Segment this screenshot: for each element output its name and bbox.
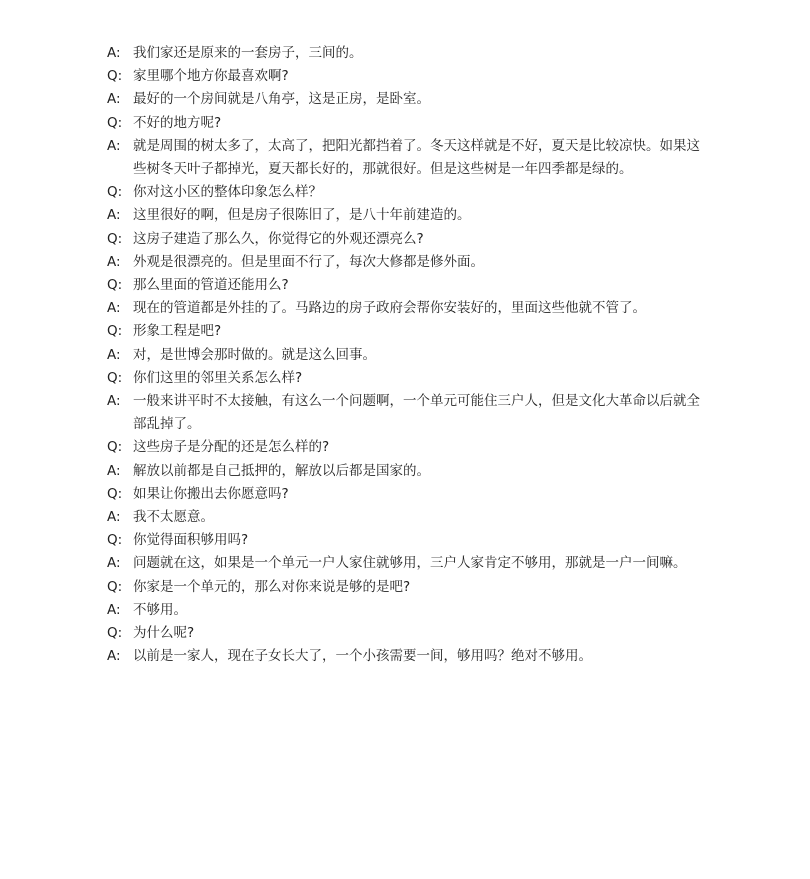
question-text: 如果让你搬出去你愿意吗? bbox=[133, 485, 289, 502]
answer-text: 现在的管道都是外挂的了。马路边的房子政府会帮你安装好的，里面这些他就不管了。 bbox=[133, 300, 646, 317]
speaker-label: A: bbox=[107, 601, 121, 618]
question-text: 你家是一个单元的，那么对你来说是够的是吧? bbox=[133, 578, 411, 595]
speaker-label: A: bbox=[107, 207, 121, 224]
answer-text: 这里很好的啊，但是房子很陈旧了，是八十年前建造的。 bbox=[133, 207, 471, 224]
question-line bbox=[107, 274, 707, 297]
speaker-label: Q: bbox=[107, 277, 123, 294]
question-text: 你们这里的邻里关系怎么样? bbox=[133, 369, 303, 386]
speaker-label: A: bbox=[107, 300, 121, 317]
question-text: 不好的地方呢? bbox=[133, 114, 222, 131]
question-text: 为什么呢? bbox=[133, 625, 195, 642]
answer-text: 解放以前都是自己抵押的，解放以后都是国家的。 bbox=[133, 462, 430, 479]
speaker-label: Q: bbox=[107, 184, 123, 201]
speaker-label: A: bbox=[107, 509, 121, 526]
question-line bbox=[107, 529, 707, 552]
answer-text: 就是周围的树太多了，太高了，把阳光都挡着了。冬天这样就是不好，夏天是比较凉快。如果这些树冬天叶子都掉光，夏天都长好的，那就很好。但是这些树是一年四季都是绿的。 bbox=[133, 137, 700, 178]
answer-line bbox=[107, 506, 707, 529]
answer-text: 一般来讲平时不太接触，有这么一个问题啊，一个单元可能住三户人，但是文化大革命以后就全部乱掉了。 bbox=[133, 393, 700, 433]
question-text: 你觉得面积够用吗? bbox=[133, 532, 249, 549]
question-text: 这些房子是分配的还是怎么样的? bbox=[133, 439, 330, 456]
question-line bbox=[107, 65, 707, 88]
answer-text: 以前是一家人，现在子女长大了，一个小孩需要一间，够用吗？绝对不够用。 bbox=[133, 648, 592, 665]
speaker-label: A: bbox=[107, 45, 121, 61]
speaker-label: Q: bbox=[107, 439, 123, 456]
question-text: 形象工程是吧? bbox=[133, 323, 222, 340]
speaker-label: A: bbox=[107, 555, 121, 572]
answer-line bbox=[107, 599, 707, 622]
interview-transcript bbox=[107, 42, 707, 668]
question-line bbox=[107, 576, 707, 599]
answer-line bbox=[107, 297, 707, 320]
speaker-label: A: bbox=[107, 462, 121, 479]
speaker-label: A: bbox=[107, 648, 121, 665]
question-line bbox=[107, 112, 707, 135]
answer-line bbox=[107, 460, 707, 483]
answer-text: 对，是世博会那时做的。就是这么回事。 bbox=[133, 346, 376, 363]
question-line bbox=[107, 483, 707, 506]
answer-line bbox=[107, 251, 707, 274]
speaker-label: Q: bbox=[107, 114, 123, 131]
answer-line bbox=[107, 88, 707, 111]
question-text: 那么里面的管道还能用么? bbox=[133, 277, 289, 294]
question-line bbox=[107, 181, 707, 204]
speaker-label: Q: bbox=[107, 532, 123, 549]
answer-text: 问题就在这，如果是一个单元一户人家住就够用，三户人家肯定不够用，那就是一户一间嘛。 bbox=[133, 555, 687, 572]
answer-line bbox=[107, 204, 707, 227]
question-text: 家里哪个地方你最喜欢啊? bbox=[133, 68, 289, 85]
answer-text: 外观是很漂亮的。但是里面不行了，每次大修都是修外面。 bbox=[133, 253, 484, 270]
question-text: 这房子建造了那么久，你觉得它的外观还漂亮么? bbox=[133, 230, 424, 247]
question-line bbox=[107, 622, 707, 645]
speaker-label: A: bbox=[107, 253, 121, 270]
answer-line bbox=[107, 135, 707, 181]
question-line bbox=[107, 367, 707, 390]
speaker-label: Q: bbox=[107, 369, 123, 386]
answer-text: 最好的一个房间就是八角亭，这是正房，是卧室。 bbox=[133, 91, 430, 108]
question-line bbox=[107, 436, 707, 459]
answer-line bbox=[107, 645, 707, 668]
speaker-label: Q: bbox=[107, 485, 123, 502]
answer-line bbox=[107, 344, 707, 367]
answer-text: 我不太愿意。 bbox=[133, 509, 214, 526]
speaker-label: Q: bbox=[107, 68, 123, 85]
answer-line bbox=[107, 42, 707, 65]
speaker-label: A: bbox=[107, 137, 121, 154]
speaker-label: A: bbox=[107, 91, 121, 108]
answer-line bbox=[107, 552, 707, 575]
answer-line bbox=[107, 390, 707, 436]
question-text: 你对这小区的整体印象怎么样？ bbox=[133, 184, 322, 201]
speaker-label: Q: bbox=[107, 625, 123, 642]
answer-text: 我们家还是原来的一套房子，三间的。 bbox=[133, 45, 363, 61]
speaker-label: A: bbox=[107, 393, 121, 410]
speaker-label: A: bbox=[107, 346, 121, 363]
speaker-label: Q: bbox=[107, 323, 123, 340]
speaker-label: Q: bbox=[107, 578, 123, 595]
speaker-label: Q: bbox=[107, 230, 123, 247]
question-line bbox=[107, 228, 707, 251]
answer-text: 不够用。 bbox=[133, 601, 187, 618]
question-line bbox=[107, 320, 707, 343]
